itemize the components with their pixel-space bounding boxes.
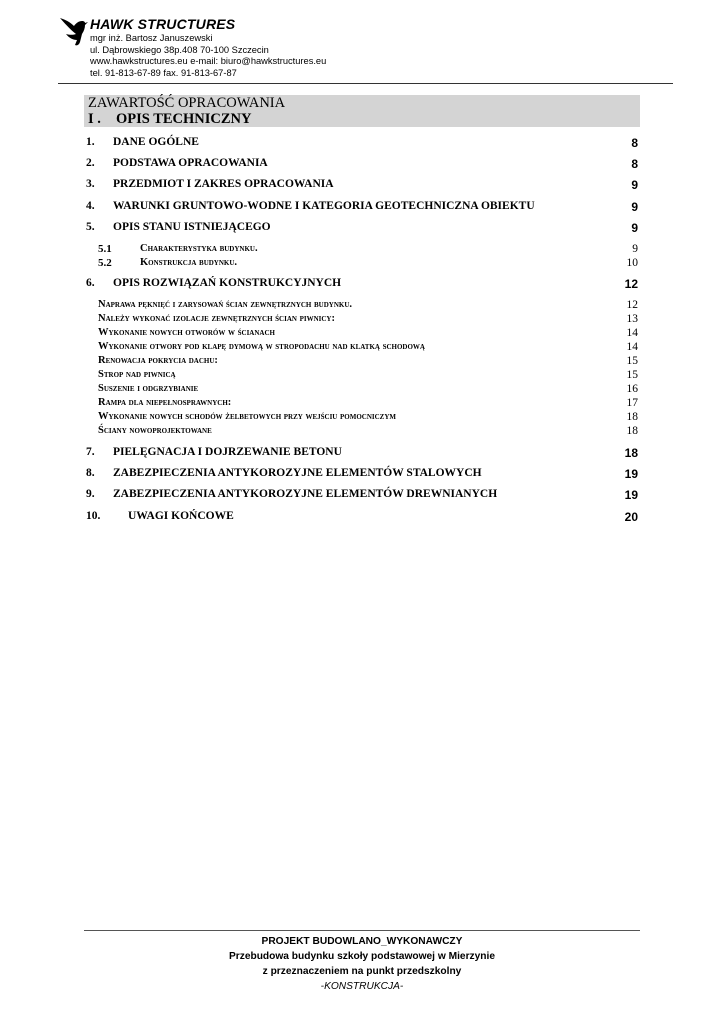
toc-item-page: 18: [626, 425, 638, 437]
toc-subrow-number: 5.1: [98, 243, 112, 255]
toc-row-page: 19: [624, 467, 638, 481]
toc-row-title: PODSTAWA OPRACOWANIA: [113, 157, 268, 169]
toc-item-page: 16: [626, 383, 638, 395]
toc-row-number: 4.: [86, 200, 95, 212]
toc-item-page: 14: [626, 327, 638, 339]
toc-row-page: 8: [631, 136, 638, 150]
toc-row-title: PRZEDMIOT I ZAKRES OPRACOWANIA: [113, 178, 334, 190]
toc-row-number: 5.: [86, 221, 95, 233]
toc-row-title: ZABEZPIECZENIA ANTYKOROZYJNE ELEMENTÓW STALOWYCH: [113, 467, 482, 479]
toc-row-page: 9: [631, 221, 638, 235]
toc-item-page: 15: [626, 355, 638, 367]
toc-row-number: 1.: [86, 136, 95, 148]
toc-subrow-page: 9: [632, 243, 638, 255]
toc-section-heading: [88, 111, 252, 127]
toc-row-number: 9.: [86, 488, 95, 500]
author-name: mgr inż. Bartosz Januszewski: [90, 33, 213, 43]
toc-row-number: 2.: [86, 157, 95, 169]
toc-item-title: Wykonanie nowych schodów żelbetowych przy wejściu pomocniczym: [98, 411, 396, 422]
toc-item-page: 12: [626, 299, 638, 311]
toc-item-title: Renowacja pokrycia dachu:: [98, 355, 218, 366]
company-web-email: www.hawkstructures.eu e-mail: biuro@hawkstructures.eu: [90, 56, 327, 66]
toc-item-title: Wykonanie otwory pod klapę dymową w stropodachu nad klatką schodową: [98, 341, 425, 352]
toc-row-title: WARUNKI GRUNTOWO-WODNE I KATEGORIA GEOTECHNICZNA OBIEKTU: [113, 200, 535, 212]
toc-item-title: Naprawa pęknięć i zarysowań ścian zewnętrznych budynku.: [98, 299, 353, 310]
toc-subrow-title: Konstrukcja budynku.: [140, 257, 238, 268]
page-footer: [84, 934, 640, 994]
footer-project-name: Przebudowa budynku szkoły podstawowej w Mierzynie: [228, 951, 496, 962]
toc-subrow-title: Charakterystyka budynku.: [140, 243, 258, 254]
footer-project-type: PROJEKT BUDOWLANO_WYKONAWCZY: [261, 936, 463, 947]
toc-row-number: 3.: [86, 178, 95, 190]
toc-section-title: OPIS TECHNICZNY: [116, 111, 252, 127]
footer-discipline: -KONSTRUKCJA-: [320, 981, 404, 992]
company-name: HAWK STRUCTURES: [90, 16, 236, 32]
company-phone: tel. 91-813-67-89 fax. 91-813-67-87: [90, 67, 237, 78]
toc-item-title: Ściany nowoprojektowane: [98, 425, 212, 436]
toc-row-title: OPIS ROZWIĄZAŃ KONSTRUKCYJNYCH: [113, 277, 342, 289]
toc-item-title: Należy wykonać izolacje zewnętrznych ścian piwnicy:: [98, 313, 335, 324]
toc-row-number: 10.: [86, 510, 101, 522]
toc-row-page: 9: [631, 178, 638, 192]
toc-row-page: 8: [631, 157, 638, 171]
toc-row-page: 12: [624, 277, 638, 291]
toc-row-number: 8.: [86, 467, 95, 479]
toc-item-page: 13: [626, 313, 638, 325]
toc-subrow-number: 5.2: [98, 257, 112, 269]
company-address: ul. Dąbrowskiego 38p.408 70-100 Szczecin: [90, 44, 269, 55]
toc-row-title: OPIS STANU ISTNIEJĄCEGO: [113, 221, 271, 233]
toc-item-page: 17: [626, 397, 638, 409]
toc-row-page: 9: [631, 200, 638, 214]
footer-divider: [84, 930, 640, 931]
toc-item-page: 18: [626, 411, 638, 423]
toc-item-title: Rampa dla niepełnosprawnych:: [98, 397, 232, 408]
letterhead: [58, 14, 678, 84]
toc-row-title: DANE OGÓLNE: [113, 136, 199, 148]
toc-item-title: Suszenie i odgrzybianie: [98, 383, 199, 394]
toc-row-page: 20: [624, 510, 638, 524]
header-divider: [58, 83, 673, 84]
toc-row-page: 19: [624, 488, 638, 502]
toc-title: ZAWARTOŚĆ OPRACOWANIA: [88, 95, 286, 111]
toc-subrow-page: 10: [626, 257, 638, 269]
toc-item-title: Strop nad piwnicą: [98, 369, 176, 380]
toc-row-title: PIELĘGNACJA I DOJRZEWANIE BETONU: [113, 446, 342, 458]
toc-item-page: 15: [626, 369, 638, 381]
toc-row-title: ZABEZPIECZENIA ANTYKOROZYJNE ELEMENTÓW DREWNIANYCH: [113, 488, 498, 500]
toc-row-number: 7.: [86, 446, 95, 458]
footer-project-purpose: z przeznaczeniem na punkt przedszkolny: [262, 966, 462, 977]
toc-item-title: Wykonanie nowych otworów w ścianach: [98, 327, 275, 338]
toc-row-page: 18: [624, 446, 638, 460]
toc-item-page: 14: [626, 341, 638, 353]
toc-heading-box: [84, 95, 640, 127]
toc-row-number: 6.: [86, 277, 95, 289]
toc-row-title: UWAGI KOŃCOWE: [128, 510, 234, 522]
toc-section-number: I .: [88, 111, 101, 127]
